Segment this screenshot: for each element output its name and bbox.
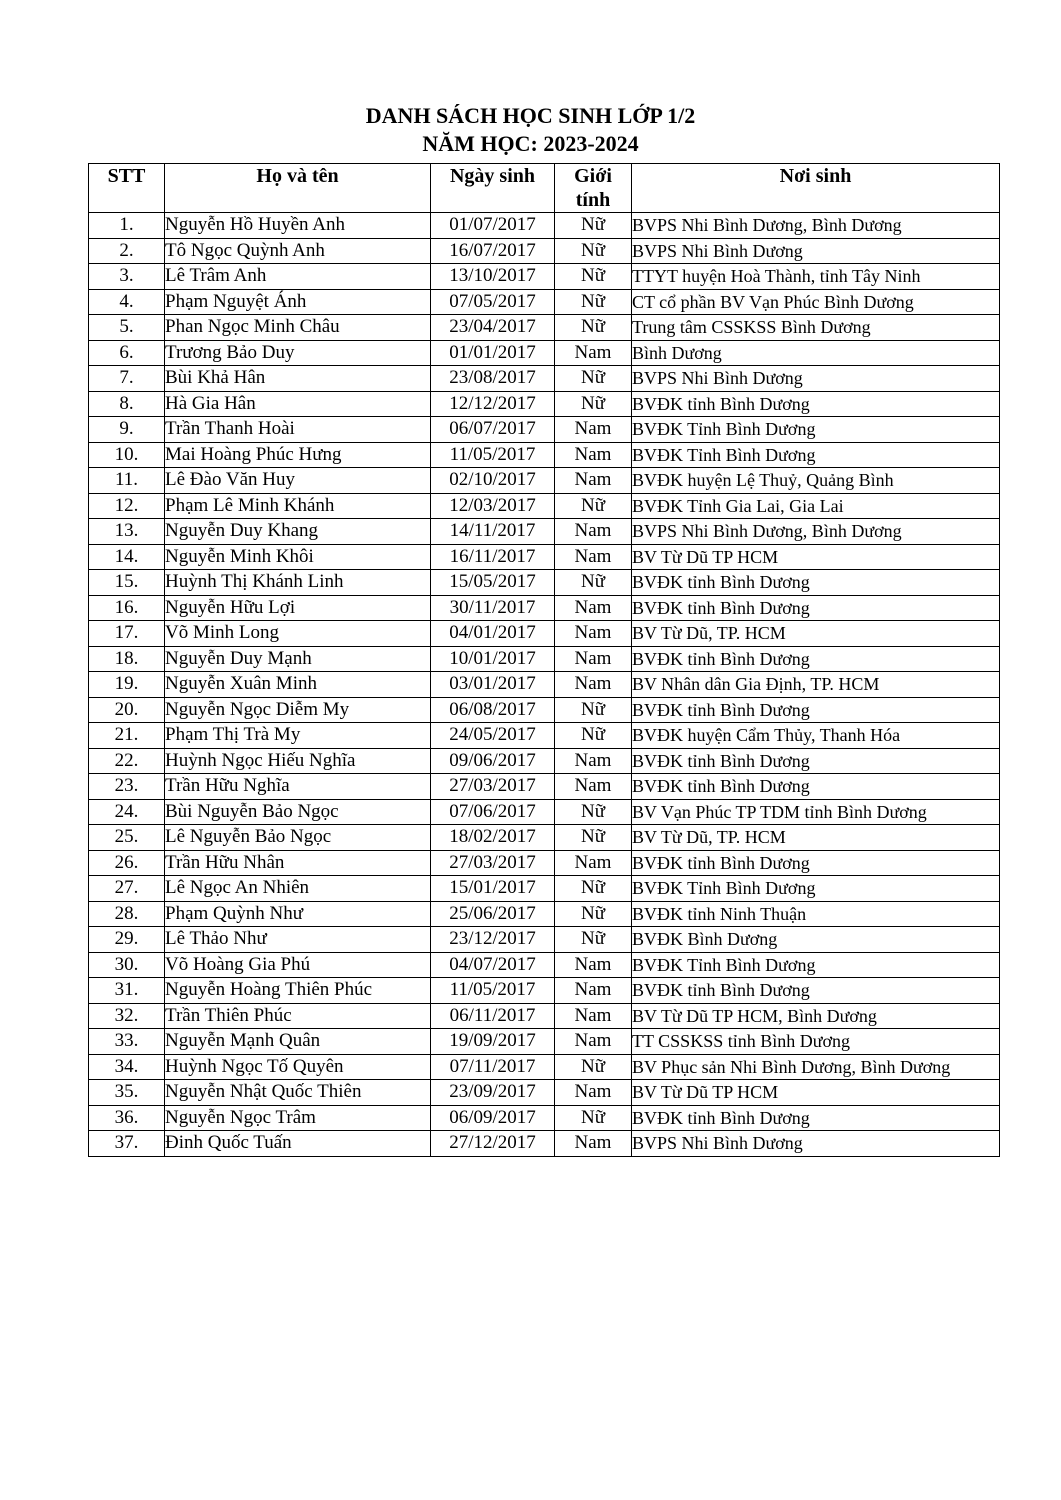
cell-name: Trần Thanh Hoài (165, 417, 431, 443)
cell-name: Nguyễn Hoàng Thiên Phúc (165, 978, 431, 1004)
cell-stt: 16. (89, 595, 165, 621)
cell-name: Nguyễn Duy Khang (165, 519, 431, 545)
cell-birthplace: BV Từ Dũ, TP. HCM (632, 621, 1000, 647)
cell-stt: 7. (89, 366, 165, 392)
cell-gender: Nam (555, 1131, 632, 1157)
cell-birthplace: BVĐK Tỉnh Gia Lai, Gia Lai (632, 493, 1000, 519)
cell-gender: Nữ (555, 238, 632, 264)
cell-stt: 27. (89, 876, 165, 902)
cell-birthplace: BVĐK tỉnh Bình Dương (632, 697, 1000, 723)
table-row (89, 978, 1000, 1004)
cell-name: Phan Ngọc Minh Châu (165, 315, 431, 341)
table-row (89, 1080, 1000, 1106)
cell-name: Nguyễn Xuân Minh (165, 672, 431, 698)
table-row (89, 1105, 1000, 1131)
cell-dob: 14/11/2017 (431, 519, 555, 545)
cell-gender: Nam (555, 544, 632, 570)
cell-stt: 32. (89, 1003, 165, 1029)
cell-name: Bùi Nguyễn Bảo Ngọc (165, 799, 431, 825)
table-row (89, 315, 1000, 341)
cell-stt: 24. (89, 799, 165, 825)
table-row (89, 595, 1000, 621)
cell-dob: 16/07/2017 (431, 238, 555, 264)
cell-name: Trần Thiên Phúc (165, 1003, 431, 1029)
cell-gender: Nữ (555, 315, 632, 341)
student-table (88, 163, 1000, 1157)
header-name: Họ và tên (165, 164, 431, 213)
cell-birthplace: BV Vạn Phúc TP TDM tỉnh Bình Dương (632, 799, 1000, 825)
cell-name: Trần Hữu Nhân (165, 850, 431, 876)
cell-birthplace: BVPS Nhi Bình Dương (632, 238, 1000, 264)
cell-birthplace: BVĐK tỉnh Bình Dương (632, 774, 1000, 800)
cell-gender: Nữ (555, 213, 632, 239)
cell-gender: Nam (555, 468, 632, 494)
table-row (89, 876, 1000, 902)
cell-dob: 23/12/2017 (431, 927, 555, 953)
cell-birthplace: BVĐK tỉnh Bình Dương (632, 850, 1000, 876)
cell-name: Lê Trâm Anh (165, 264, 431, 290)
cell-dob: 25/06/2017 (431, 901, 555, 927)
cell-name: Phạm Thị Trà My (165, 723, 431, 749)
cell-dob: 06/08/2017 (431, 697, 555, 723)
cell-birthplace: BVĐK Tỉnh Bình Dương (632, 876, 1000, 902)
cell-birthplace: TTYT huyện Hoà Thành, tỉnh Tây Ninh (632, 264, 1000, 290)
cell-gender: Nam (555, 978, 632, 1004)
cell-dob: 30/11/2017 (431, 595, 555, 621)
cell-dob: 11/05/2017 (431, 978, 555, 1004)
cell-stt: 3. (89, 264, 165, 290)
cell-name: Nguyễn Minh Khôi (165, 544, 431, 570)
cell-gender: Nam (555, 595, 632, 621)
cell-dob: 07/06/2017 (431, 799, 555, 825)
cell-birthplace: BVPS Nhi Bình Dương (632, 366, 1000, 392)
cell-name: Phạm Lê Minh Khánh (165, 493, 431, 519)
cell-stt: 37. (89, 1131, 165, 1157)
cell-birthplace: BVĐK tỉnh Bình Dương (632, 391, 1000, 417)
cell-dob: 27/03/2017 (431, 774, 555, 800)
header-birthplace: Nơi sinh (632, 164, 1000, 213)
table-row (89, 289, 1000, 315)
cell-birthplace: Trung tâm CSSKSS Bình Dương (632, 315, 1000, 341)
cell-name: Tô Ngọc Quỳnh Anh (165, 238, 431, 264)
cell-stt: 20. (89, 697, 165, 723)
table-row (89, 723, 1000, 749)
cell-stt: 18. (89, 646, 165, 672)
cell-dob: 16/11/2017 (431, 544, 555, 570)
cell-gender: Nam (555, 1029, 632, 1055)
cell-dob: 23/08/2017 (431, 366, 555, 392)
table-row (89, 1003, 1000, 1029)
cell-gender: Nam (555, 748, 632, 774)
table-row (89, 672, 1000, 698)
cell-gender: Nam (555, 519, 632, 545)
cell-gender: Nữ (555, 723, 632, 749)
cell-birthplace: BV Từ Dũ TP HCM, Bình Dương (632, 1003, 1000, 1029)
cell-birthplace: BV Phục sản Nhi Bình Dương, Bình Dương (632, 1054, 1000, 1080)
table-row (89, 442, 1000, 468)
cell-gender: Nam (555, 1080, 632, 1106)
cell-gender: Nữ (555, 1105, 632, 1131)
cell-stt: 21. (89, 723, 165, 749)
cell-stt: 13. (89, 519, 165, 545)
table-row (89, 927, 1000, 953)
cell-birthplace: BVĐK huyện Lệ Thuỷ, Quảng Bình (632, 468, 1000, 494)
header-gender-line2: tính (575, 189, 611, 211)
table-row (89, 1054, 1000, 1080)
cell-dob: 12/03/2017 (431, 493, 555, 519)
cell-dob: 06/11/2017 (431, 1003, 555, 1029)
cell-stt: 30. (89, 952, 165, 978)
cell-dob: 23/04/2017 (431, 315, 555, 341)
cell-name: Phạm Quỳnh Như (165, 901, 431, 927)
table-row (89, 1029, 1000, 1055)
cell-name: Trương Bảo Duy (165, 340, 431, 366)
cell-name: Lê Thảo Như (165, 927, 431, 953)
table-body (89, 213, 1000, 1157)
table-row (89, 952, 1000, 978)
cell-gender: Nam (555, 952, 632, 978)
cell-gender: Nữ (555, 927, 632, 953)
cell-birthplace: BVĐK Tỉnh Bình Dương (632, 952, 1000, 978)
cell-dob: 10/01/2017 (431, 646, 555, 672)
cell-birthplace: BV Từ Dũ, TP. HCM (632, 825, 1000, 851)
cell-stt: 22. (89, 748, 165, 774)
cell-birthplace: BVĐK Bình Dương (632, 927, 1000, 953)
cell-gender: Nữ (555, 570, 632, 596)
cell-stt: 6. (89, 340, 165, 366)
cell-gender: Nữ (555, 1054, 632, 1080)
cell-name: Nguyễn Duy Mạnh (165, 646, 431, 672)
cell-birthplace: BV Từ Dũ TP HCM (632, 544, 1000, 570)
cell-birthplace: BVĐK tỉnh Ninh Thuận (632, 901, 1000, 927)
header-stt: STT (89, 164, 165, 213)
cell-name: Mai Hoàng Phúc Hưng (165, 442, 431, 468)
cell-dob: 01/07/2017 (431, 213, 555, 239)
cell-name: Hà Gia Hân (165, 391, 431, 417)
cell-stt: 8. (89, 391, 165, 417)
cell-stt: 26. (89, 850, 165, 876)
cell-birthplace: BV Từ Dũ TP HCM (632, 1080, 1000, 1106)
cell-name: Võ Minh Long (165, 621, 431, 647)
cell-gender: Nam (555, 340, 632, 366)
cell-dob: 04/07/2017 (431, 952, 555, 978)
cell-gender: Nam (555, 850, 632, 876)
cell-gender: Nữ (555, 876, 632, 902)
cell-gender: Nữ (555, 391, 632, 417)
cell-dob: 24/05/2017 (431, 723, 555, 749)
cell-dob: 15/01/2017 (431, 876, 555, 902)
cell-name: Bùi Khả Hân (165, 366, 431, 392)
table-row (89, 468, 1000, 494)
cell-birthplace: BVĐK Tỉnh Bình Dương (632, 417, 1000, 443)
cell-gender: Nữ (555, 366, 632, 392)
cell-name: Lê Ngọc An Nhiên (165, 876, 431, 902)
cell-birthplace: BVĐK tỉnh Bình Dương (632, 646, 1000, 672)
cell-name: Huỳnh Ngọc Hiếu Nghĩa (165, 748, 431, 774)
cell-birthplace: BVĐK tỉnh Bình Dương (632, 1105, 1000, 1131)
table-row (89, 1131, 1000, 1157)
cell-dob: 12/12/2017 (431, 391, 555, 417)
table-row (89, 697, 1000, 723)
cell-birthplace: BVĐK Tỉnh Bình Dương (632, 442, 1000, 468)
cell-name: Huỳnh Ngọc Tố Quyên (165, 1054, 431, 1080)
cell-stt: 14. (89, 544, 165, 570)
cell-birthplace: CT cổ phần BV Vạn Phúc Bình Dương (632, 289, 1000, 315)
cell-dob: 19/09/2017 (431, 1029, 555, 1055)
cell-birthplace: BVĐK tỉnh Bình Dương (632, 570, 1000, 596)
cell-dob: 06/07/2017 (431, 417, 555, 443)
cell-stt: 33. (89, 1029, 165, 1055)
table-row (89, 646, 1000, 672)
cell-gender: Nữ (555, 901, 632, 927)
table-row (89, 621, 1000, 647)
cell-dob: 07/05/2017 (431, 289, 555, 315)
cell-birthplace: BVPS Nhi Bình Dương, Bình Dương (632, 519, 1000, 545)
cell-dob: 04/01/2017 (431, 621, 555, 647)
cell-birthplace: BVĐK huyện Cẩm Thủy, Thanh Hóa (632, 723, 1000, 749)
cell-stt: 17. (89, 621, 165, 647)
table-row (89, 774, 1000, 800)
cell-dob: 15/05/2017 (431, 570, 555, 596)
cell-stt: 11. (89, 468, 165, 494)
cell-stt: 28. (89, 901, 165, 927)
table-row (89, 238, 1000, 264)
cell-gender: Nam (555, 646, 632, 672)
table-row (89, 570, 1000, 596)
cell-name: Đinh Quốc Tuấn (165, 1131, 431, 1157)
table-row (89, 748, 1000, 774)
cell-stt: 34. (89, 1054, 165, 1080)
cell-gender: Nữ (555, 493, 632, 519)
header-gender (555, 164, 632, 213)
cell-stt: 19. (89, 672, 165, 698)
cell-name: Nguyễn Mạnh Quân (165, 1029, 431, 1055)
cell-dob: 02/10/2017 (431, 468, 555, 494)
table-row (89, 493, 1000, 519)
cell-name: Nguyễn Nhật Quốc Thiên (165, 1080, 431, 1106)
cell-dob: 01/01/2017 (431, 340, 555, 366)
cell-stt: 23. (89, 774, 165, 800)
cell-gender: Nam (555, 417, 632, 443)
cell-dob: 23/09/2017 (431, 1080, 555, 1106)
table-header-row (89, 164, 1000, 213)
cell-gender: Nữ (555, 825, 632, 851)
cell-stt: 29. (89, 927, 165, 953)
table-row (89, 213, 1000, 239)
cell-name: Phạm Nguyệt Ánh (165, 289, 431, 315)
cell-gender: Nam (555, 442, 632, 468)
cell-birthplace: BV Nhân dân Gia Định, TP. HCM (632, 672, 1000, 698)
cell-stt: 9. (89, 417, 165, 443)
cell-gender: Nữ (555, 697, 632, 723)
cell-stt: 25. (89, 825, 165, 851)
cell-name: Trần Hữu Nghĩa (165, 774, 431, 800)
cell-birthplace: BVĐK tỉnh Bình Dương (632, 748, 1000, 774)
table-row (89, 340, 1000, 366)
cell-dob: 11/05/2017 (431, 442, 555, 468)
cell-stt: 36. (89, 1105, 165, 1131)
table-row (89, 544, 1000, 570)
cell-birthplace: Bình Dương (632, 340, 1000, 366)
cell-dob: 27/12/2017 (431, 1131, 555, 1157)
cell-gender: Nam (555, 672, 632, 698)
cell-dob: 27/03/2017 (431, 850, 555, 876)
table-row (89, 850, 1000, 876)
cell-birthplace: TT CSSKSS tỉnh Bình Dương (632, 1029, 1000, 1055)
cell-name: Lê Nguyễn Bảo Ngọc (165, 825, 431, 851)
cell-birthplace: BVPS Nhi Bình Dương, Bình Dương (632, 213, 1000, 239)
title-school-year: NĂM HỌC: 2023-2024 (422, 131, 639, 156)
cell-gender: Nữ (555, 264, 632, 290)
cell-dob: 09/06/2017 (431, 748, 555, 774)
table-row (89, 799, 1000, 825)
cell-stt: 2. (89, 238, 165, 264)
cell-stt: 31. (89, 978, 165, 1004)
cell-dob: 03/01/2017 (431, 672, 555, 698)
cell-name: Nguyễn Hồ Huyền Anh (165, 213, 431, 239)
cell-dob: 06/09/2017 (431, 1105, 555, 1131)
table-row (89, 264, 1000, 290)
document-title (0, 102, 1061, 158)
cell-stt: 35. (89, 1080, 165, 1106)
cell-stt: 4. (89, 289, 165, 315)
cell-name: Nguyễn Ngọc Diễm My (165, 697, 431, 723)
cell-birthplace: BVĐK tỉnh Bình Dương (632, 595, 1000, 621)
header-gender-line1: Giới (574, 165, 612, 187)
table-row (89, 825, 1000, 851)
table-row (89, 519, 1000, 545)
table-row (89, 901, 1000, 927)
header-dob: Ngày sinh (431, 164, 555, 213)
cell-name: Nguyễn Hữu Lợi (165, 595, 431, 621)
cell-name: Nguyễn Ngọc Trâm (165, 1105, 431, 1131)
cell-name: Lê Đào Văn Huy (165, 468, 431, 494)
cell-stt: 15. (89, 570, 165, 596)
cell-stt: 10. (89, 442, 165, 468)
table-row (89, 417, 1000, 443)
cell-stt: 5. (89, 315, 165, 341)
cell-gender: Nữ (555, 289, 632, 315)
cell-stt: 12. (89, 493, 165, 519)
cell-gender: Nam (555, 1003, 632, 1029)
table-row (89, 366, 1000, 392)
cell-stt: 1. (89, 213, 165, 239)
table-row (89, 391, 1000, 417)
cell-name: Võ Hoàng Gia Phú (165, 952, 431, 978)
title-class-list: DANH SÁCH HỌC SINH LỚP 1/2 (365, 103, 696, 128)
cell-birthplace: BVĐK tỉnh Bình Dương (632, 978, 1000, 1004)
cell-gender: Nữ (555, 799, 632, 825)
cell-name: Huỳnh Thị Khánh Linh (165, 570, 431, 596)
cell-gender: Nam (555, 621, 632, 647)
cell-dob: 07/11/2017 (431, 1054, 555, 1080)
cell-birthplace: BVPS Nhi Bình Dương (632, 1131, 1000, 1157)
cell-dob: 18/02/2017 (431, 825, 555, 851)
cell-gender: Nam (555, 774, 632, 800)
cell-dob: 13/10/2017 (431, 264, 555, 290)
